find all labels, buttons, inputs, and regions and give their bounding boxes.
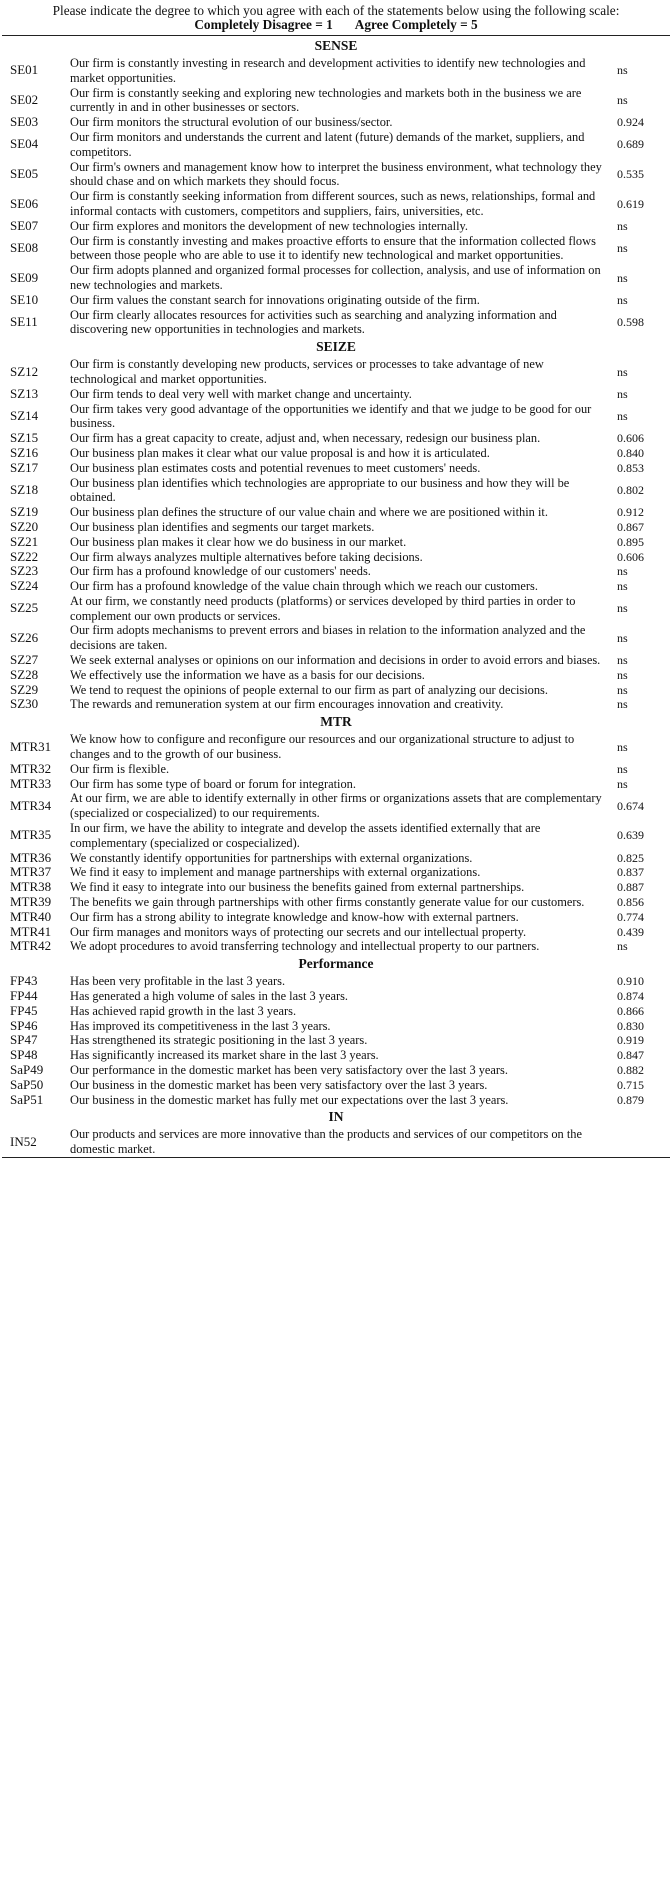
item-loading: 0.619 xyxy=(617,196,644,211)
item-statement: Our firm is flexible. xyxy=(70,761,170,776)
item-statement: We tend to request the opinions of people external to our firm as part of analyzing our decisions. xyxy=(70,682,548,697)
item-statement: Our firm takes very good advantage of the opportunities we identify and that we judge to be good for our business. xyxy=(70,401,592,431)
item-code: SP46 xyxy=(10,1017,38,1033)
item-code: SaP50 xyxy=(10,1076,44,1092)
scale-disagree: Completely Disagree = 1 xyxy=(194,17,333,32)
item-statement: Our firm is constantly investing in research and development activities to identify new technologies and market opportunities. xyxy=(70,56,586,85)
item-code: MTR36 xyxy=(10,849,52,865)
item-statement: Our firm has a profound knowledge of our customers' needs. xyxy=(70,564,371,579)
item-statement: At our firm, we are able to identify externally in other firms or organizations assets that are complementary (specialized or cospecialized) to our requirements. xyxy=(70,791,602,821)
item-code: SZ16 xyxy=(10,444,39,460)
table-row xyxy=(2,925,670,940)
item-code: SE07 xyxy=(10,217,39,233)
table-row xyxy=(2,895,670,910)
item-statement: Our firm is constantly seeking information from different sources, such as news, relationships, formal and informal contacts with customers, competitors and suppliers, fairs, universities, etc. xyxy=(70,189,596,218)
item-loading: 0.887 xyxy=(617,880,644,895)
item-loading: 0.674 xyxy=(617,798,644,813)
section-header xyxy=(2,712,670,732)
item-statement: We effectively use the information we have as a basis for our decisions. xyxy=(70,667,425,682)
item-code: SZ20 xyxy=(10,518,39,534)
item-code: MTR31 xyxy=(10,738,52,754)
item-code: SZ25 xyxy=(10,600,39,616)
table-row xyxy=(2,505,670,520)
item-code: SZ14 xyxy=(10,407,39,423)
section-header xyxy=(2,36,670,57)
item-statement: Our business plan identifies and segments our target markets. xyxy=(70,519,375,534)
item-statement: Our firm monitors the structural evolution of our business/sector. xyxy=(70,115,393,130)
item-statement: Our business in the domestic market has fully met our expectations over the last 3 years. xyxy=(70,1092,509,1107)
table-row xyxy=(2,446,670,461)
item-code: SE02 xyxy=(10,91,39,107)
section-title: SEIZE xyxy=(316,338,356,354)
table-row xyxy=(2,86,670,116)
table-row xyxy=(2,219,670,234)
item-statement: Our firm is constantly investing and makes proactive efforts to ensure that the information collected flows between those people who are able to use it to identify new technological and market opportunities. xyxy=(70,233,596,263)
item-code: MTR41 xyxy=(10,923,52,939)
table-row xyxy=(2,974,670,989)
item-loading: ns xyxy=(617,386,628,401)
item-loading: 0.598 xyxy=(617,314,644,329)
item-loading: ns xyxy=(617,240,628,255)
item-statement: We constantly identify opportunities for partnerships with external organizations. xyxy=(70,850,473,865)
item-loading: ns xyxy=(617,776,628,791)
item-loading: ns xyxy=(617,739,628,754)
item-code: SE04 xyxy=(10,136,39,152)
item-statement: We find it easy to integrate into our business the benefits gained from external partnerships. xyxy=(70,880,525,895)
item-loading: ns xyxy=(617,408,628,423)
item-statement: Our firm is constantly developing new products, services or processes to take advantage of new technological and market opportunities. xyxy=(70,357,544,386)
table-row xyxy=(2,234,670,264)
item-code: MTR39 xyxy=(10,894,52,910)
item-code: MTR34 xyxy=(10,797,52,813)
table-row xyxy=(2,851,670,866)
item-loading: 0.606 xyxy=(617,431,644,446)
item-statement: Has improved its competitiveness in the last 3 years. xyxy=(70,1018,331,1033)
item-statement: Our firm adopts planned and organized formal processes for collection, analysis, and use of information on new technologies and markets. xyxy=(70,263,601,292)
section-title: Performance xyxy=(298,955,374,971)
table-row xyxy=(2,939,670,954)
item-loading: 0.882 xyxy=(617,1063,644,1077)
item-statement: Has been very profitable in the last 3 years. xyxy=(70,974,286,989)
item-loading: 0.606 xyxy=(617,549,644,564)
item-code: SaP49 xyxy=(10,1062,44,1077)
table-row xyxy=(2,535,670,550)
item-code: FP45 xyxy=(10,1002,38,1018)
table-row xyxy=(2,791,670,821)
item-loading: ns xyxy=(617,682,628,697)
table-row xyxy=(2,402,670,432)
item-code: SaP51 xyxy=(10,1091,44,1107)
items-table xyxy=(2,35,670,1158)
table-row xyxy=(2,263,670,293)
item-loading: ns xyxy=(617,630,628,645)
section-title: SENSE xyxy=(2,36,670,57)
item-statement: Our performance in the domestic market has been very satisfactory over the last 3 years. xyxy=(70,1063,508,1077)
item-statement: In our firm, we have the ability to integrate and develop the assets identified externally that are complementary (specialized or cospecialized). xyxy=(70,821,541,850)
table-row xyxy=(2,520,670,535)
item-code: SZ15 xyxy=(10,430,39,446)
item-statement: Our firm values the constant search for innovations originating outside of the firm. xyxy=(70,292,480,307)
item-statement: Our firm has a great capacity to create, adjust and, when necessary, redesign our business plan. xyxy=(70,431,541,446)
item-statement: Our products and services are more innovative than the products and services of our competitors on the domestic market. xyxy=(70,1127,617,1157)
item-loading: ns xyxy=(617,653,628,668)
item-code: SZ27 xyxy=(10,652,39,668)
item-statement: Our firm has some type of board or forum for integration. xyxy=(70,776,356,791)
scale-agree: Agree Completely = 5 xyxy=(354,17,478,32)
item-code: FP43 xyxy=(10,973,38,989)
item-code: SZ18 xyxy=(10,481,39,497)
questionnaire-page xyxy=(2,0,670,1158)
item-code: SZ21 xyxy=(10,533,39,549)
item-statement: We adopt procedures to avoid transferring technology and intellectual property to our partners. xyxy=(70,939,540,954)
table-row xyxy=(2,550,670,565)
item-code: MTR37 xyxy=(10,864,52,880)
item-loading: 0.866 xyxy=(617,1003,644,1018)
item-loading: ns xyxy=(617,270,628,285)
table-row xyxy=(2,1048,670,1063)
item-code: SE01 xyxy=(10,62,39,78)
table-row xyxy=(2,1127,670,1157)
item-statement: Our firm manages and monitors ways of protecting our secrets and our intellectual property. xyxy=(70,924,527,939)
item-statement: At our firm, we constantly need products (platforms) or services developed by third parties in order to complement our own products or services. xyxy=(70,593,576,623)
item-code: SZ12 xyxy=(10,363,39,379)
item-code: SE11 xyxy=(10,313,38,329)
item-statement: Has achieved rapid growth in the last 3 years. xyxy=(70,1003,297,1018)
item-loading: 0.912 xyxy=(617,505,644,520)
item-statement: Our business plan makes it clear what our value proposal is and how it is articulated. xyxy=(70,445,490,460)
item-loading: ns xyxy=(617,601,628,616)
item-code: SZ24 xyxy=(10,578,39,594)
section-header xyxy=(2,1107,670,1127)
table-row xyxy=(2,777,670,792)
item-loading: 0.774 xyxy=(617,909,644,924)
item-statement: Our firm always analyzes multiple alternatives before taking decisions. xyxy=(70,549,423,564)
table-row xyxy=(2,594,670,624)
item-loading: 0.910 xyxy=(617,974,644,989)
item-loading: 0.715 xyxy=(617,1077,644,1092)
table-row xyxy=(2,683,670,698)
item-code: SZ22 xyxy=(10,548,39,564)
item-loading: ns xyxy=(617,564,628,579)
section-title: IN xyxy=(328,1108,344,1124)
item-code: SP48 xyxy=(10,1047,38,1063)
table-row xyxy=(2,910,670,925)
table-row xyxy=(2,989,670,1004)
table-row xyxy=(2,189,670,219)
item-loading: ns xyxy=(617,579,628,594)
table-row xyxy=(2,293,670,308)
item-loading: 0.847 xyxy=(617,1048,644,1063)
table-row xyxy=(2,579,670,594)
item-loading: ns xyxy=(617,939,628,954)
item-statement: Has strengthened its strategic positioning in the last 3 years. xyxy=(70,1033,368,1048)
item-statement: Our firm's owners and management know how to interpret the business environment, what technology they should chase and on which markets they should focus. xyxy=(70,159,602,189)
item-loading: 0.867 xyxy=(617,519,644,534)
item-loading: ns xyxy=(617,292,628,307)
item-loading: ns xyxy=(617,218,628,233)
item-statement: Our firm explores and monitors the development of new technologies internally. xyxy=(70,218,469,233)
item-code: MTR32 xyxy=(10,760,52,776)
table-row xyxy=(2,668,670,683)
table-row xyxy=(2,1019,670,1034)
item-statement: Our business plan defines the structure of our value chain and where we are positioned within it. xyxy=(70,505,548,520)
item-loading: 0.825 xyxy=(617,850,644,865)
item-code: MTR35 xyxy=(10,827,52,843)
items-table-body xyxy=(2,36,670,1158)
item-statement: Our business in the domestic market has been very satisfactory over the last 3 years. xyxy=(70,1077,488,1092)
item-code: MTR38 xyxy=(10,879,52,895)
item-loading: 0.919 xyxy=(617,1033,644,1048)
item-code: SE06 xyxy=(10,195,39,211)
table-row xyxy=(2,387,670,402)
item-loading: 0.895 xyxy=(617,534,644,549)
table-row xyxy=(2,821,670,851)
item-code: SZ29 xyxy=(10,681,39,697)
table-row xyxy=(2,476,670,506)
item-code: SZ26 xyxy=(10,629,39,645)
table-row xyxy=(2,880,670,895)
section-header xyxy=(2,954,670,974)
item-code: IN52 xyxy=(2,1127,70,1157)
item-statement: We know how to configure and reconfigure our resources and our organizational structure to adjust to changes and to the growth of our business. xyxy=(70,732,575,762)
table-row xyxy=(2,697,670,712)
item-statement: The rewards and remuneration system at our firm encourages innovation and creativity. xyxy=(70,697,504,712)
item-statement: Our business plan identifies which technologies are appropriate to our business and how they will be obtained. xyxy=(70,475,570,505)
item-statement: We find it easy to implement and manage partnerships with external organizations. xyxy=(70,865,481,880)
table-row xyxy=(2,115,670,130)
table-row xyxy=(2,461,670,476)
table-row xyxy=(2,1033,670,1048)
item-loading: 0.874 xyxy=(617,989,644,1004)
table-row xyxy=(2,1004,670,1019)
item-code: FP44 xyxy=(10,988,38,1004)
item-loading: ns xyxy=(617,63,628,78)
item-loading: 0.535 xyxy=(617,166,644,181)
item-loading: 0.853 xyxy=(617,460,644,475)
item-loading: 0.840 xyxy=(617,445,644,460)
item-code: SE08 xyxy=(10,239,39,255)
table-row xyxy=(2,1093,670,1108)
item-loading: ns xyxy=(617,92,628,107)
table-row xyxy=(2,160,670,190)
item-code: SZ13 xyxy=(10,385,39,401)
table-row xyxy=(2,762,670,777)
table-row xyxy=(2,623,670,653)
item-loading: 0.879 xyxy=(617,1092,644,1107)
table-row xyxy=(2,564,670,579)
item-loading: 0.830 xyxy=(617,1018,644,1033)
item-loading: ns xyxy=(617,667,628,682)
item-code: SZ28 xyxy=(10,666,39,682)
item-statement: Our firm monitors and understands the current and latent (future) demands of the market, suppliers, and competitors. xyxy=(70,129,585,159)
table-row xyxy=(2,1078,670,1093)
item-loading: 0.639 xyxy=(617,828,644,843)
item-loading xyxy=(617,1127,670,1157)
table-row xyxy=(2,308,670,338)
table-row xyxy=(2,431,670,446)
section-title: MTR xyxy=(320,713,352,729)
item-code: SE05 xyxy=(10,165,39,181)
instructions xyxy=(2,0,670,35)
table-row xyxy=(2,357,670,387)
item-code: SE03 xyxy=(10,114,39,130)
item-loading: ns xyxy=(617,364,628,379)
item-code: SP47 xyxy=(10,1032,38,1048)
table-row xyxy=(2,653,670,668)
item-statement: Our firm clearly allocates resources for activities such as searching and analyzing information and discovering new opportunities in technologies and markets. xyxy=(70,307,557,337)
item-statement: Our business plan makes it clear how we do business in our market. xyxy=(70,534,407,549)
table-row xyxy=(2,732,670,762)
item-code: SZ30 xyxy=(10,696,39,712)
item-code: SE09 xyxy=(10,269,39,285)
scale-legend xyxy=(2,18,670,35)
item-code: MTR40 xyxy=(10,908,52,924)
item-loading: ns xyxy=(617,697,628,712)
item-loading: 0.837 xyxy=(617,865,644,880)
item-loading: 0.689 xyxy=(617,137,644,152)
item-statement: Our firm is constantly seeking and exploring new technologies and markets both in the business we are currently in and in other businesses or sectors. xyxy=(70,85,582,115)
item-statement: The benefits we gain through partnerships with other firms constantly generate value for our customers. xyxy=(70,895,585,910)
item-statement: Has generated a high volume of sales in the last 3 years. xyxy=(70,989,349,1004)
item-statement: Our firm tends to deal very well with market change and uncertainty. xyxy=(70,386,412,401)
item-code: MTR33 xyxy=(10,775,52,791)
table-row xyxy=(2,865,670,880)
item-statement: Our firm adopts mechanisms to prevent errors and biases in relation to the information analyzed and the decisions are taken. xyxy=(70,623,586,653)
item-statement: Has significantly increased its market share in the last 3 years. xyxy=(70,1048,379,1063)
item-loading: 0.439 xyxy=(617,924,644,939)
item-loading: 0.856 xyxy=(617,895,644,910)
table-row xyxy=(2,130,670,160)
instruction-text: Please indicate the degree to which you agree with each of the statements below using the following scale: xyxy=(52,3,620,18)
item-code: SZ23 xyxy=(10,563,39,579)
item-code: MTR42 xyxy=(10,938,52,954)
section-header xyxy=(2,337,670,357)
item-statement: Our firm has a profound knowledge of the value chain through which we reach our customers. xyxy=(70,579,538,594)
item-code: SE10 xyxy=(10,291,39,307)
item-code: SZ17 xyxy=(10,459,39,475)
item-loading: ns xyxy=(617,761,628,776)
item-statement: Our firm has a strong ability to integrate knowledge and know-how with external partners. xyxy=(70,909,519,924)
item-loading: 0.924 xyxy=(617,115,644,130)
item-statement: We seek external analyses or opinions on our information and decisions in order to avoid errors and biases. xyxy=(70,653,601,668)
table-row xyxy=(2,1063,670,1078)
table-row xyxy=(2,56,670,86)
item-loading: 0.802 xyxy=(617,482,644,497)
item-code: SZ19 xyxy=(10,504,39,520)
item-statement: Our business plan estimates costs and potential revenues to meet customers' needs. xyxy=(70,460,481,475)
